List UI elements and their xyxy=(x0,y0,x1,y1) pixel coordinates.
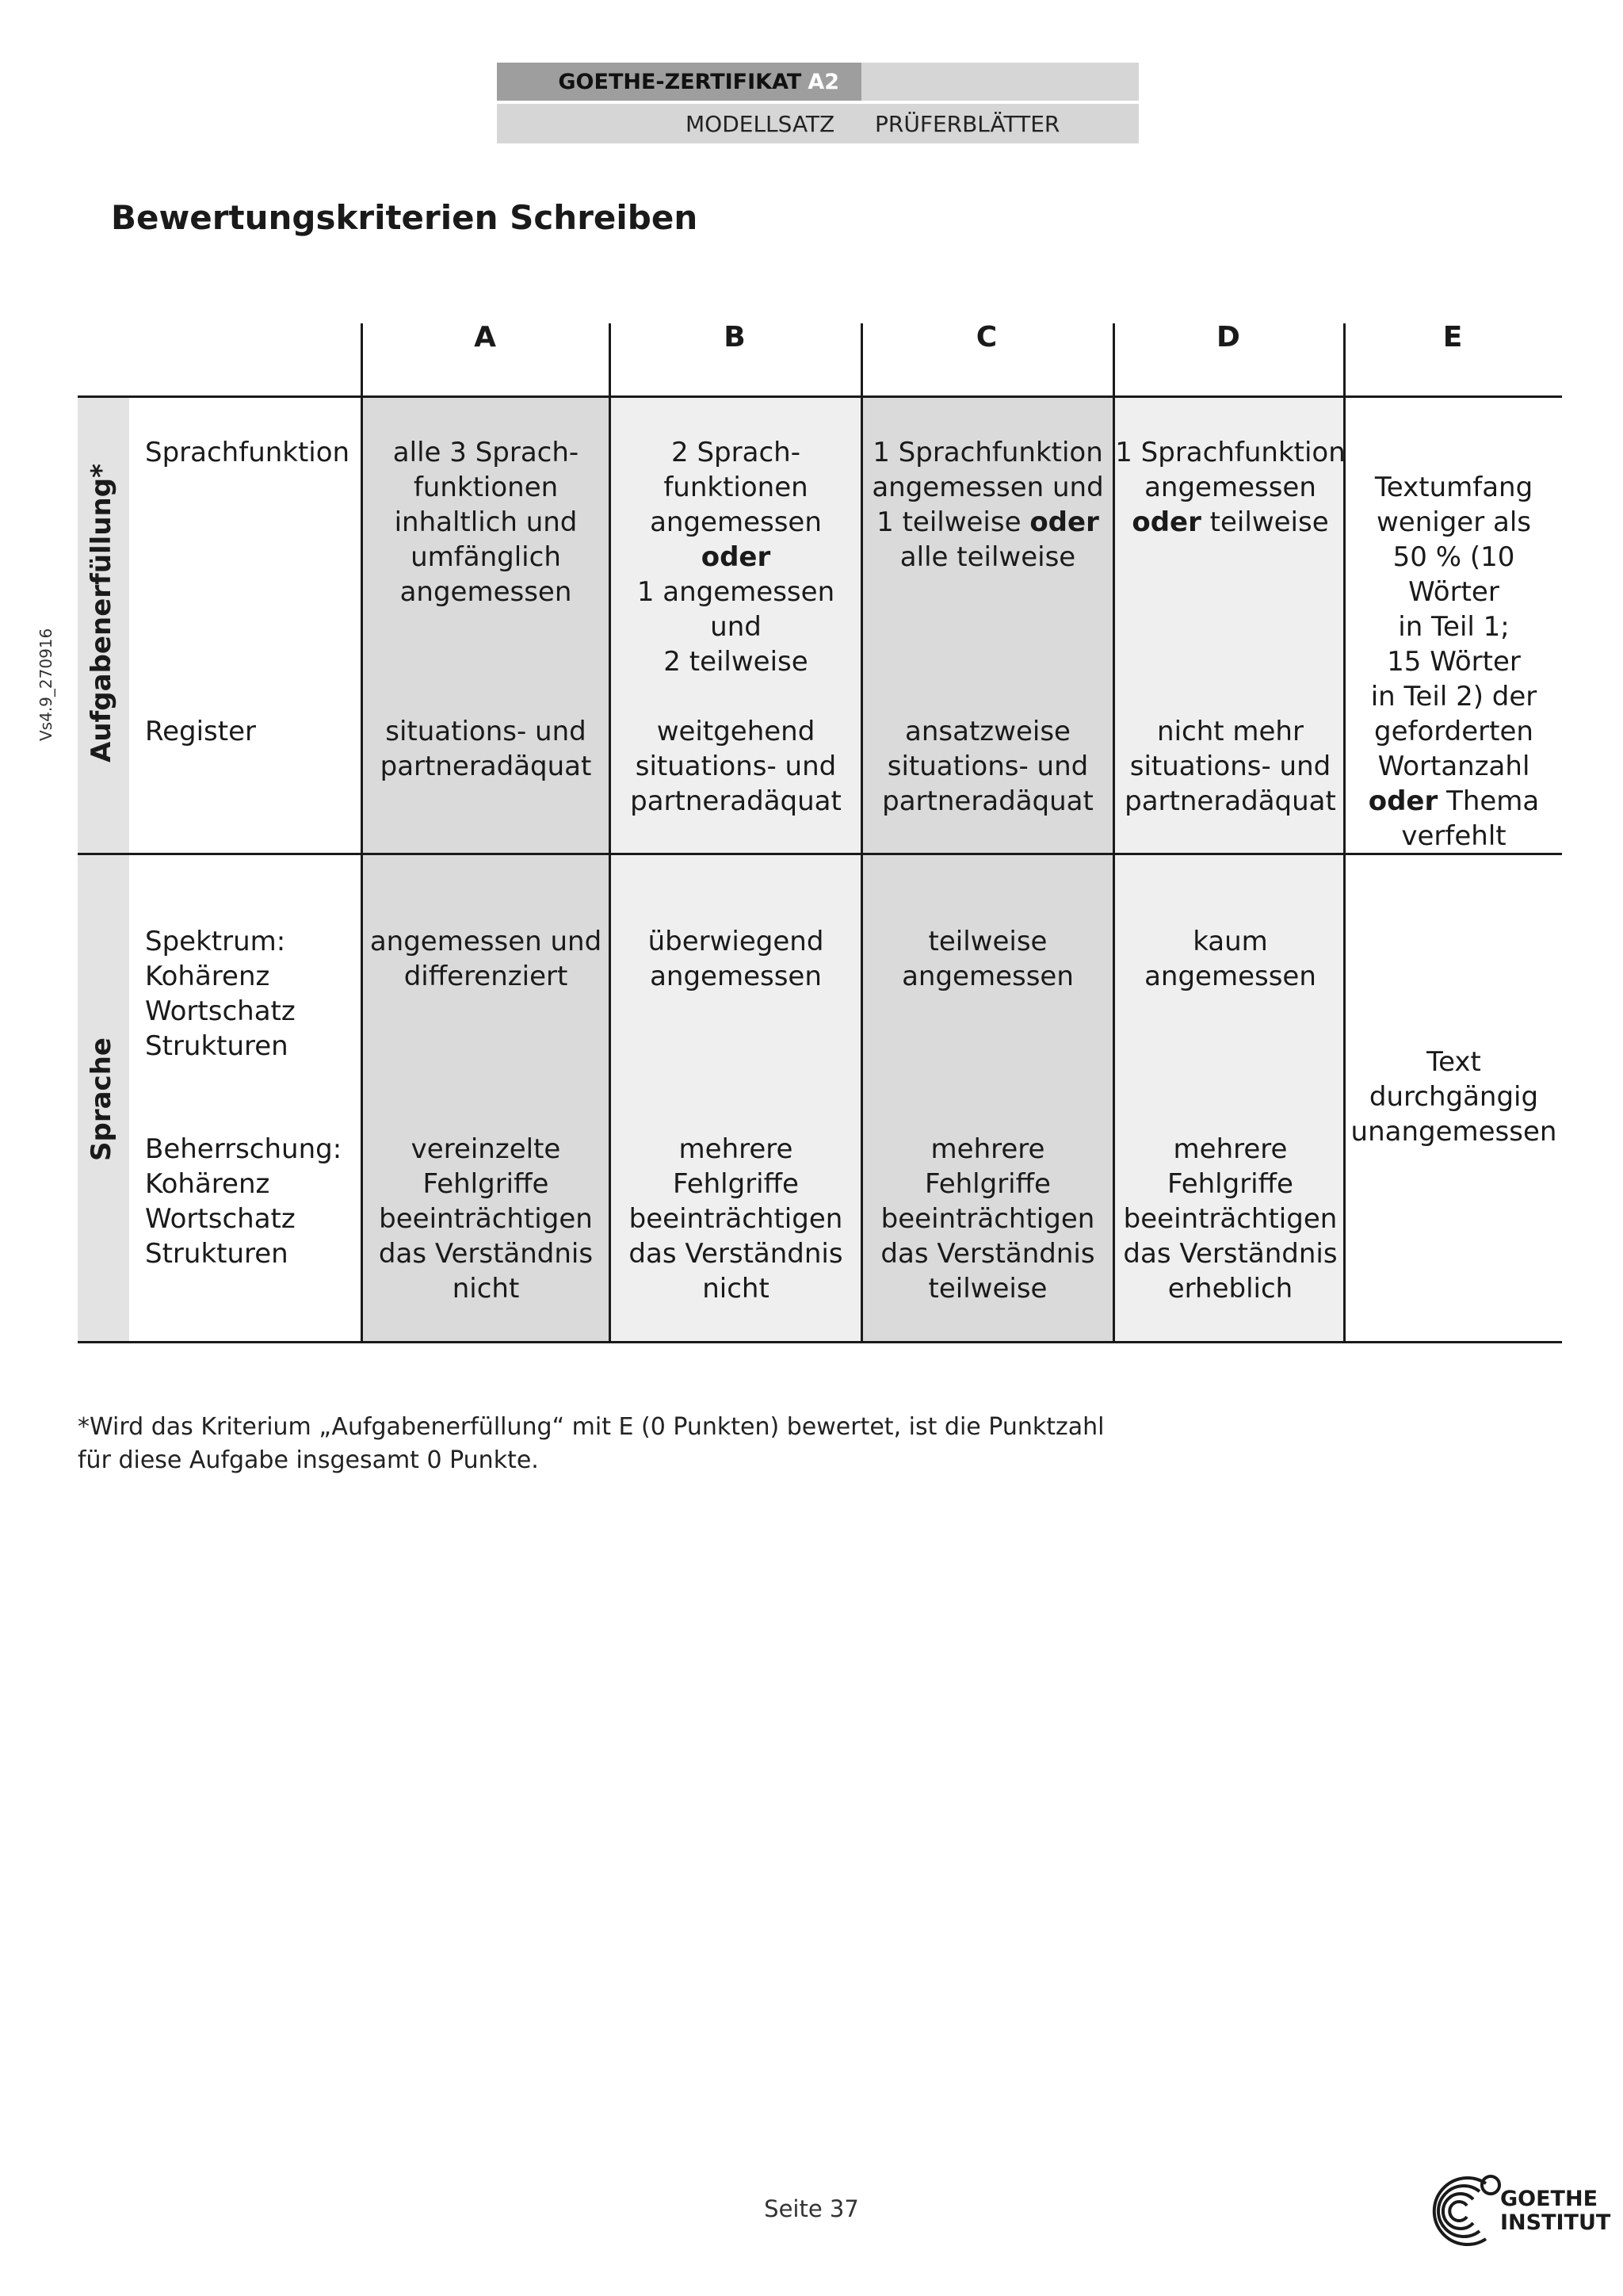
cell-sprachfunktion-a: alle 3 Sprach- funktionen inhaltlich und umfänglich angemessen xyxy=(392,437,579,608)
cell-register-c: ansatzweise situations- und partneradäquat xyxy=(882,716,1094,817)
footnote: *Wird das Kriterium „Aufgabenerfüllung“ mit E (0 Punkten) bewertet, ist die Punktzahl für diese Aufgabe insgesamt 0 Punkte. xyxy=(78,1413,1105,1474)
certificate-level: A2 xyxy=(808,69,839,94)
header-subtitle-pruferblatter: PRÜFERBLÄTTER xyxy=(875,110,1060,137)
row-label-sprache: Sprache xyxy=(86,1037,117,1161)
cell-text: Textumfang weniger als 50 % (10 Wörter in Teil 1; 15 Wörter in Teil 2) der geforderten Wortanzahl xyxy=(1370,472,1537,782)
cell-register-b: weitgehend situations- und partneradäquat xyxy=(630,716,842,817)
cell-sprachfunktion-c xyxy=(863,435,1113,575)
cell-register-d: nicht mehr situations- und partneradäquat xyxy=(1125,716,1336,817)
criterion-register: Register xyxy=(145,716,256,747)
cell-spektrum-c: teilweise angemessen xyxy=(902,926,1074,992)
cell-beherrschung-a: vereinzelte Fehlgriffe beeinträchtigen das Verständnis nicht xyxy=(378,1133,594,1305)
cell-spektrum-a: angemessen und differenziert xyxy=(369,926,602,992)
cell-text: 1 angemessen und 2 teilweise xyxy=(636,576,835,678)
header-bar-bottom xyxy=(497,104,1139,143)
logo-text-line2: INSTITUT xyxy=(1500,2210,1611,2235)
cell-text-bold: oder xyxy=(1132,506,1201,538)
cell-text: teilweise xyxy=(1201,506,1329,538)
logo-text-line1: GOETHE xyxy=(1500,2187,1598,2211)
table-line-bottom xyxy=(78,1341,1562,1343)
criterion-sprachfunktion: Sprachfunktion xyxy=(145,437,350,468)
cell-spektrum-d: kaum angemessen xyxy=(1144,926,1316,992)
cell-text: 1 Sprachfunktion angemessen xyxy=(1115,437,1346,503)
column-header-b: B xyxy=(724,321,746,353)
criterion-beherrschung: Beherrschung: Kohärenz Wortschatz Strukturen xyxy=(145,1133,342,1270)
cell-text-bold: oder xyxy=(701,541,771,573)
cell-beherrschung-c: mehrere Fehlgriffe beeinträchtigen das Verständnis teilweise xyxy=(880,1133,1095,1305)
cell-aufgabe-e xyxy=(1346,470,1562,854)
cell-beherrschung-d: mehrere Fehlgriffe beeinträchtigen das Verständnis erheblich xyxy=(1123,1133,1338,1305)
column-header-e: E xyxy=(1442,321,1463,353)
cell-text: 2 Sprach- funktionen angemessen xyxy=(650,437,822,538)
column-header-c: C xyxy=(976,321,998,353)
certificate-label xyxy=(497,63,861,101)
cell-text-bold: oder xyxy=(1029,506,1099,538)
logo-text xyxy=(1500,2187,1610,2235)
header-subtitle-modellsatz: MODELLSATZ xyxy=(685,110,835,137)
cell-text: alle teilweise xyxy=(899,541,1076,573)
column-header-d: D xyxy=(1216,321,1240,353)
table-line-middle xyxy=(78,853,1562,855)
page-title: Bewertungskriterien Schreiben xyxy=(111,198,698,237)
cell-beherrschung-b: mehrere Fehlgriffe beeinträchtigen das Verständnis nicht xyxy=(628,1133,843,1305)
page-number: Seite 37 xyxy=(764,2195,859,2222)
row-label-aufgabenerfuellung: Aufgabenerfüllung* xyxy=(86,464,117,762)
header-bar-top xyxy=(497,63,1139,101)
certificate-title: GOETHE-ZERTIFIKAT xyxy=(558,69,802,94)
cell-sprache-e: Text durchgängig unangemessen xyxy=(1350,1046,1557,1148)
cell-text-bold: oder xyxy=(1368,785,1438,817)
cell-sprachfunktion-d xyxy=(1115,435,1346,540)
cell-register-a: situations- und partneradäquat xyxy=(380,716,592,782)
cell-text: 1 Sprachfunktion angemessen und 1 teilweise xyxy=(872,437,1104,538)
column-header-a: A xyxy=(474,321,496,353)
cell-sprachfunktion-b xyxy=(611,435,861,679)
table-line-header xyxy=(78,395,1562,398)
cell-spektrum-b: überwiegend angemessen xyxy=(647,926,824,992)
version-code: Vs4.9_270916 xyxy=(36,628,55,741)
criterion-spektrum: Spektrum: Kohärenz Wortschatz Strukturen xyxy=(145,926,296,1062)
cell-text: Thema verfehlt xyxy=(1401,785,1540,852)
